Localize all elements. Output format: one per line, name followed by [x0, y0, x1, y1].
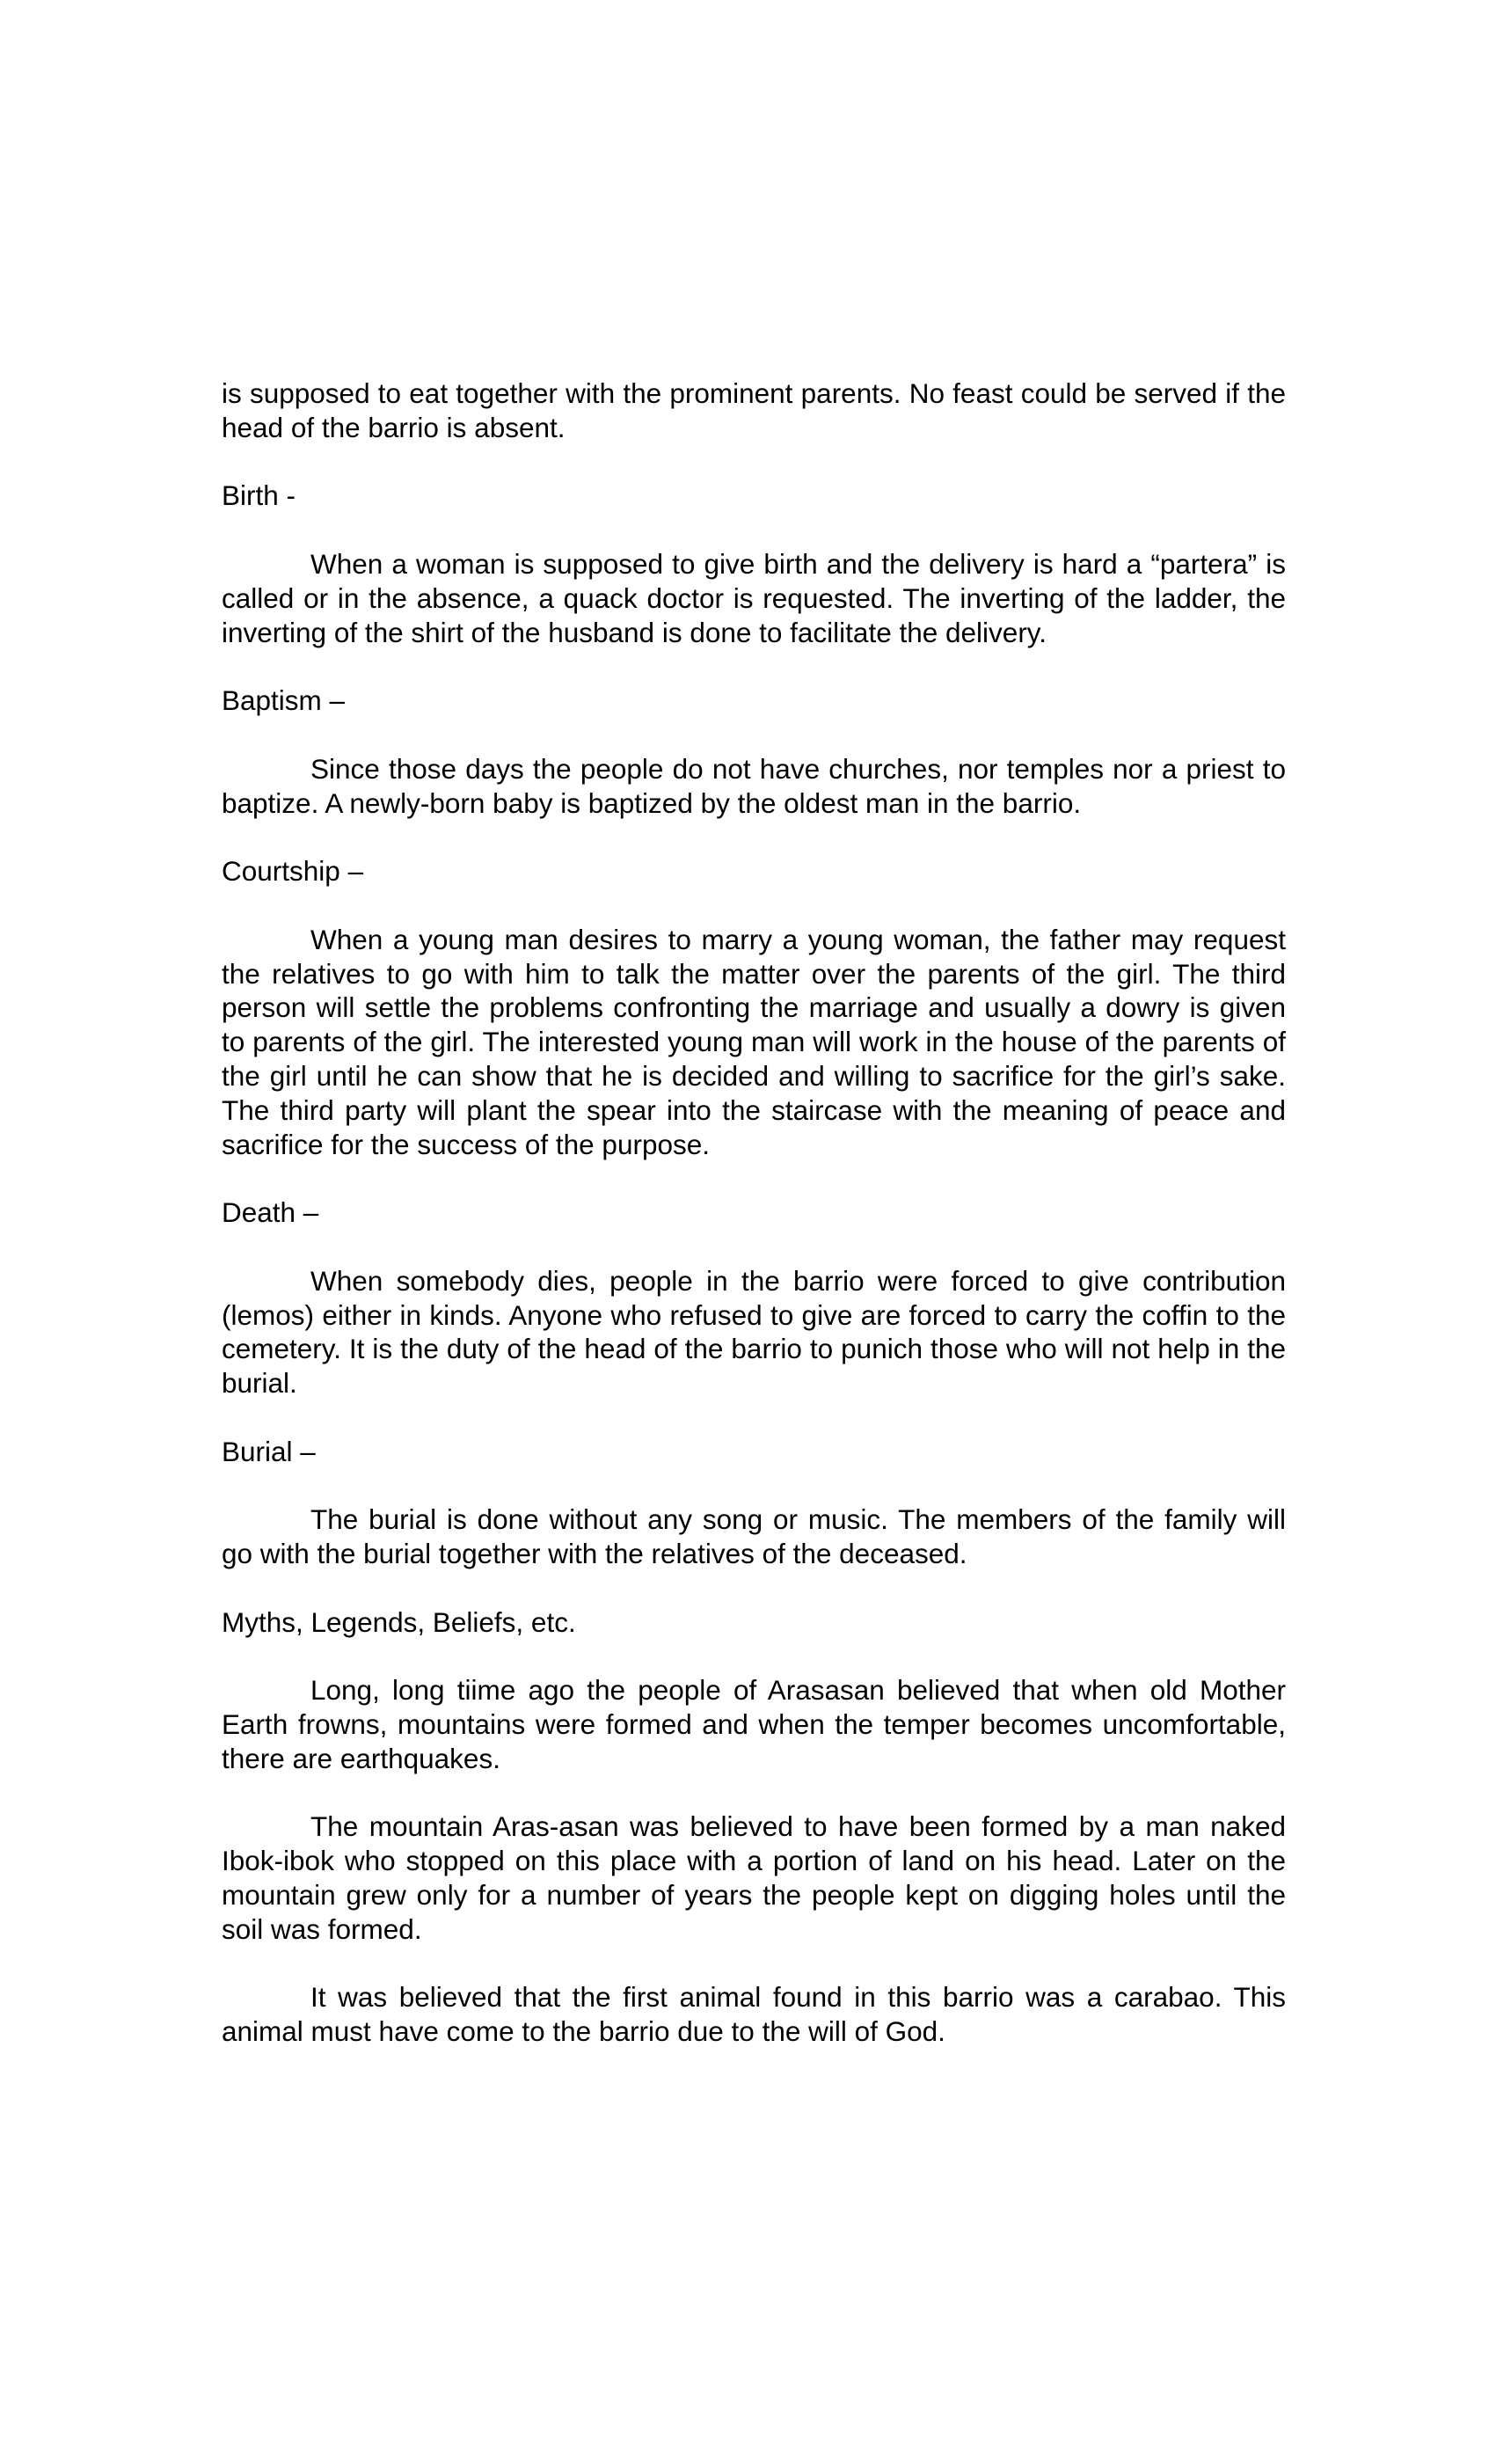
paragraph-courtship: When a young man desires to marry a young woman, the father may request the relatives to go with him to talk the matter over the parents of the girl. The third person will settle the problems confronting the marriage and usually a dowry is given to parents of the girl. The interested young man will work in the house of the parents of the girl until he can show that he is decided and willing to sacrifice for the girl’s sake. The third party will plant the spear into the staircase with the meaning of peace and sacrifice for the success of the purpose.: [222, 923, 1286, 1160]
page-body: [222, 377, 1286, 2083]
paragraph-feast-continued: is supposed to eat together with the prominent parents. No feast could be served if the head of the barrio is absent.: [222, 377, 1286, 443]
heading-myths-legends-beliefs: Myths, Legends, Beliefs, etc.: [222, 1605, 576, 1638]
paragraph-death: When somebody dies, people in the barrio were forced to give contribution (lemos) either in kinds. Anyone who refused to give are forced to carry the coffin to the cemetery. It is the duty of the head of the barrio to punich those who will not help in the burial.: [222, 1264, 1286, 1400]
paragraph-mother-earth: Long, long tiime ago the people of Arasasan believed that when old Mother Earth frowns, mountains were formed and when the temper becomes uncomfortable, there are earthquakes.: [222, 1674, 1286, 1774]
paragraph-mountain-aras-asan: The mountain Aras-asan was believed to have been formed by a man naked Ibok-ibok who stopped on this place with a portion of land on his head. Later on the mountain grew only for a number of years the people kept on digging holes until the soil was formed.: [222, 1810, 1286, 1945]
paragraph-first-animal: It was believed that the first animal found in this barrio was a carabao. This animal must have come to the barrio due to the will of God.: [222, 1981, 1286, 2048]
paragraph-birth: When a woman is supposed to give birth and the delivery is hard a “partera” is called or in the absence, a quack doctor is requested. The inverting of the ladder, the inverting of the shirt of the husband is done to facilitate the delivery.: [222, 547, 1286, 648]
paragraph-baptism: Since those days the people do not have churches, nor temples nor a priest to baptize. A newly-born baby is baptized by the oldest man in the barrio.: [222, 752, 1286, 819]
paragraph-burial: The burial is done without any song or music. The members of the family will go with the burial together with the relatives of the deceased.: [222, 1503, 1286, 1570]
heading-courtship: Courtship –: [222, 855, 364, 888]
heading-birth: Birth -: [222, 479, 296, 512]
heading-baptism: Baptism –: [222, 684, 346, 717]
heading-burial: Burial –: [222, 1435, 316, 1467]
heading-death: Death –: [222, 1196, 319, 1229]
